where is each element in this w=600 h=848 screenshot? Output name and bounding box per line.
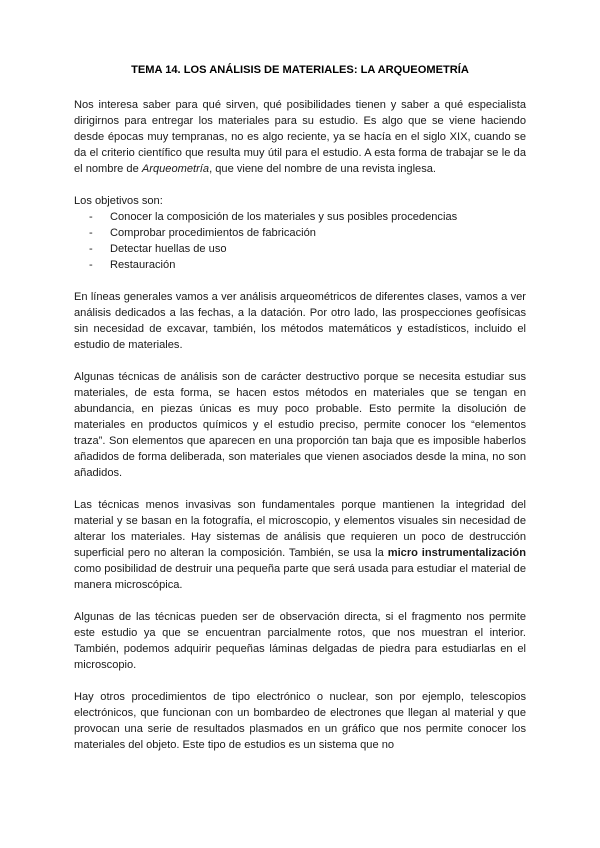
intro-paragraph [74,97,526,177]
direct-observation-paragraph: Algunas de las técnicas pueden ser de observación directa, si el fragmento nos permite este estudio ya que se encuentran parcialmente rotos, que nos muestran el interior. También, podemos adquirir pequeñas láminas delgadas de piedra para estudiarlas en el microscopio. [74,611,526,671]
less-invasive-text-end: como posibilidad de destruir una pequeña parte que será usada para estudiar el material de manera microscópica. [74,563,526,591]
objective-text: Detectar huellas de uso [110,243,227,255]
list-bullet: - [89,227,93,239]
objective-item [74,257,526,273]
list-bullet: - [89,211,93,223]
less-invasive-text-start: Las técnicas menos invasivas son fundamentales porque mantienen la integridad del material y se basan en la fotografía, el microscopio, y elementos visuales sin necesidad de alterar los materiales. Hay sistemas de análisis que requieren un poco de destrucción superficial pero no alteran la composición. También, se usa la [74,499,526,559]
intro-text-start: Nos interesa saber para qué sirven, qué posibilidades tienen y saber a qué especialista dirigirnos para entregar los materiales para su estudio. Es algo que se viene haciendo desde épocas muy tempranas, no es algo reciente, ya se hacía en el siglo XIX, cuando se da el criterio científico que resulta muy útil para el estudio. A esta forma de trabajar se le da el nombre de [74,99,526,175]
general-lines-paragraph: En líneas generales vamos a ver análisis arqueométricos de diferentes clases, vamos a ver análisis dedicados a las fechas, a la datación. Por otro lado, las prospecciones geofísicas sin necesidad de excavar, también, los métodos matemáticos y estadísticos, incluido el estudio de materiales. [74,291,526,351]
objective-item [74,241,526,257]
objective-text: Comprobar procedimientos de fabricación [110,227,316,239]
intro-term-arqueometria: Arqueometría [141,163,210,175]
term-micro-instrumentalizacion: micro instrumentalización [387,547,526,559]
list-bullet: - [89,259,93,271]
objective-item [74,225,526,241]
electronic-procedures-paragraph: Hay otros procedimientos de tipo electrónico o nuclear, son por ejemplo, telescopios electrónicos, que funcionan con un bombardeo de electrones que llegan al material y que provocan una serie de resultados plasmados en un gráfico que nos permite conocer los materiales del objeto. Este tipo de estudios es un sistema que no [74,691,526,751]
objective-text: Restauración [110,259,176,271]
list-bullet: - [89,243,93,255]
less-invasive-paragraph [74,497,526,593]
objectives-heading: Los objetivos son: [74,195,163,207]
document-body [74,62,526,769]
document-title: TEMA 14. LOS ANÁLISIS DE MATERIALES: LA ARQUEOMETRÍA [131,64,469,76]
destructive-techniques-paragraph: Algunas técnicas de análisis son de carácter destructivo porque se necesita estudiar sus materiales, de esta forma, se hacen estos métodos en materiales que se tengan en abundancia, en piezas únicas es muy poco probable. Esto permite la disolución de materiales en productos químicos y el estudio preciso, permite conocer los “elementos traza”. Son elementos que aparecen en una proporción tan baja que es imposible haberlos añadidos de forma deliberada, son materiales que vienen asociados desde la mina, no son añadidos. [74,371,526,479]
objective-item [74,209,526,225]
intro-text-end: , que viene del nombre de una revista inglesa. [209,163,437,175]
objectives-list [74,209,526,273]
objective-text: Conocer la composición de los materiales y sus posibles procedencias [110,211,458,223]
